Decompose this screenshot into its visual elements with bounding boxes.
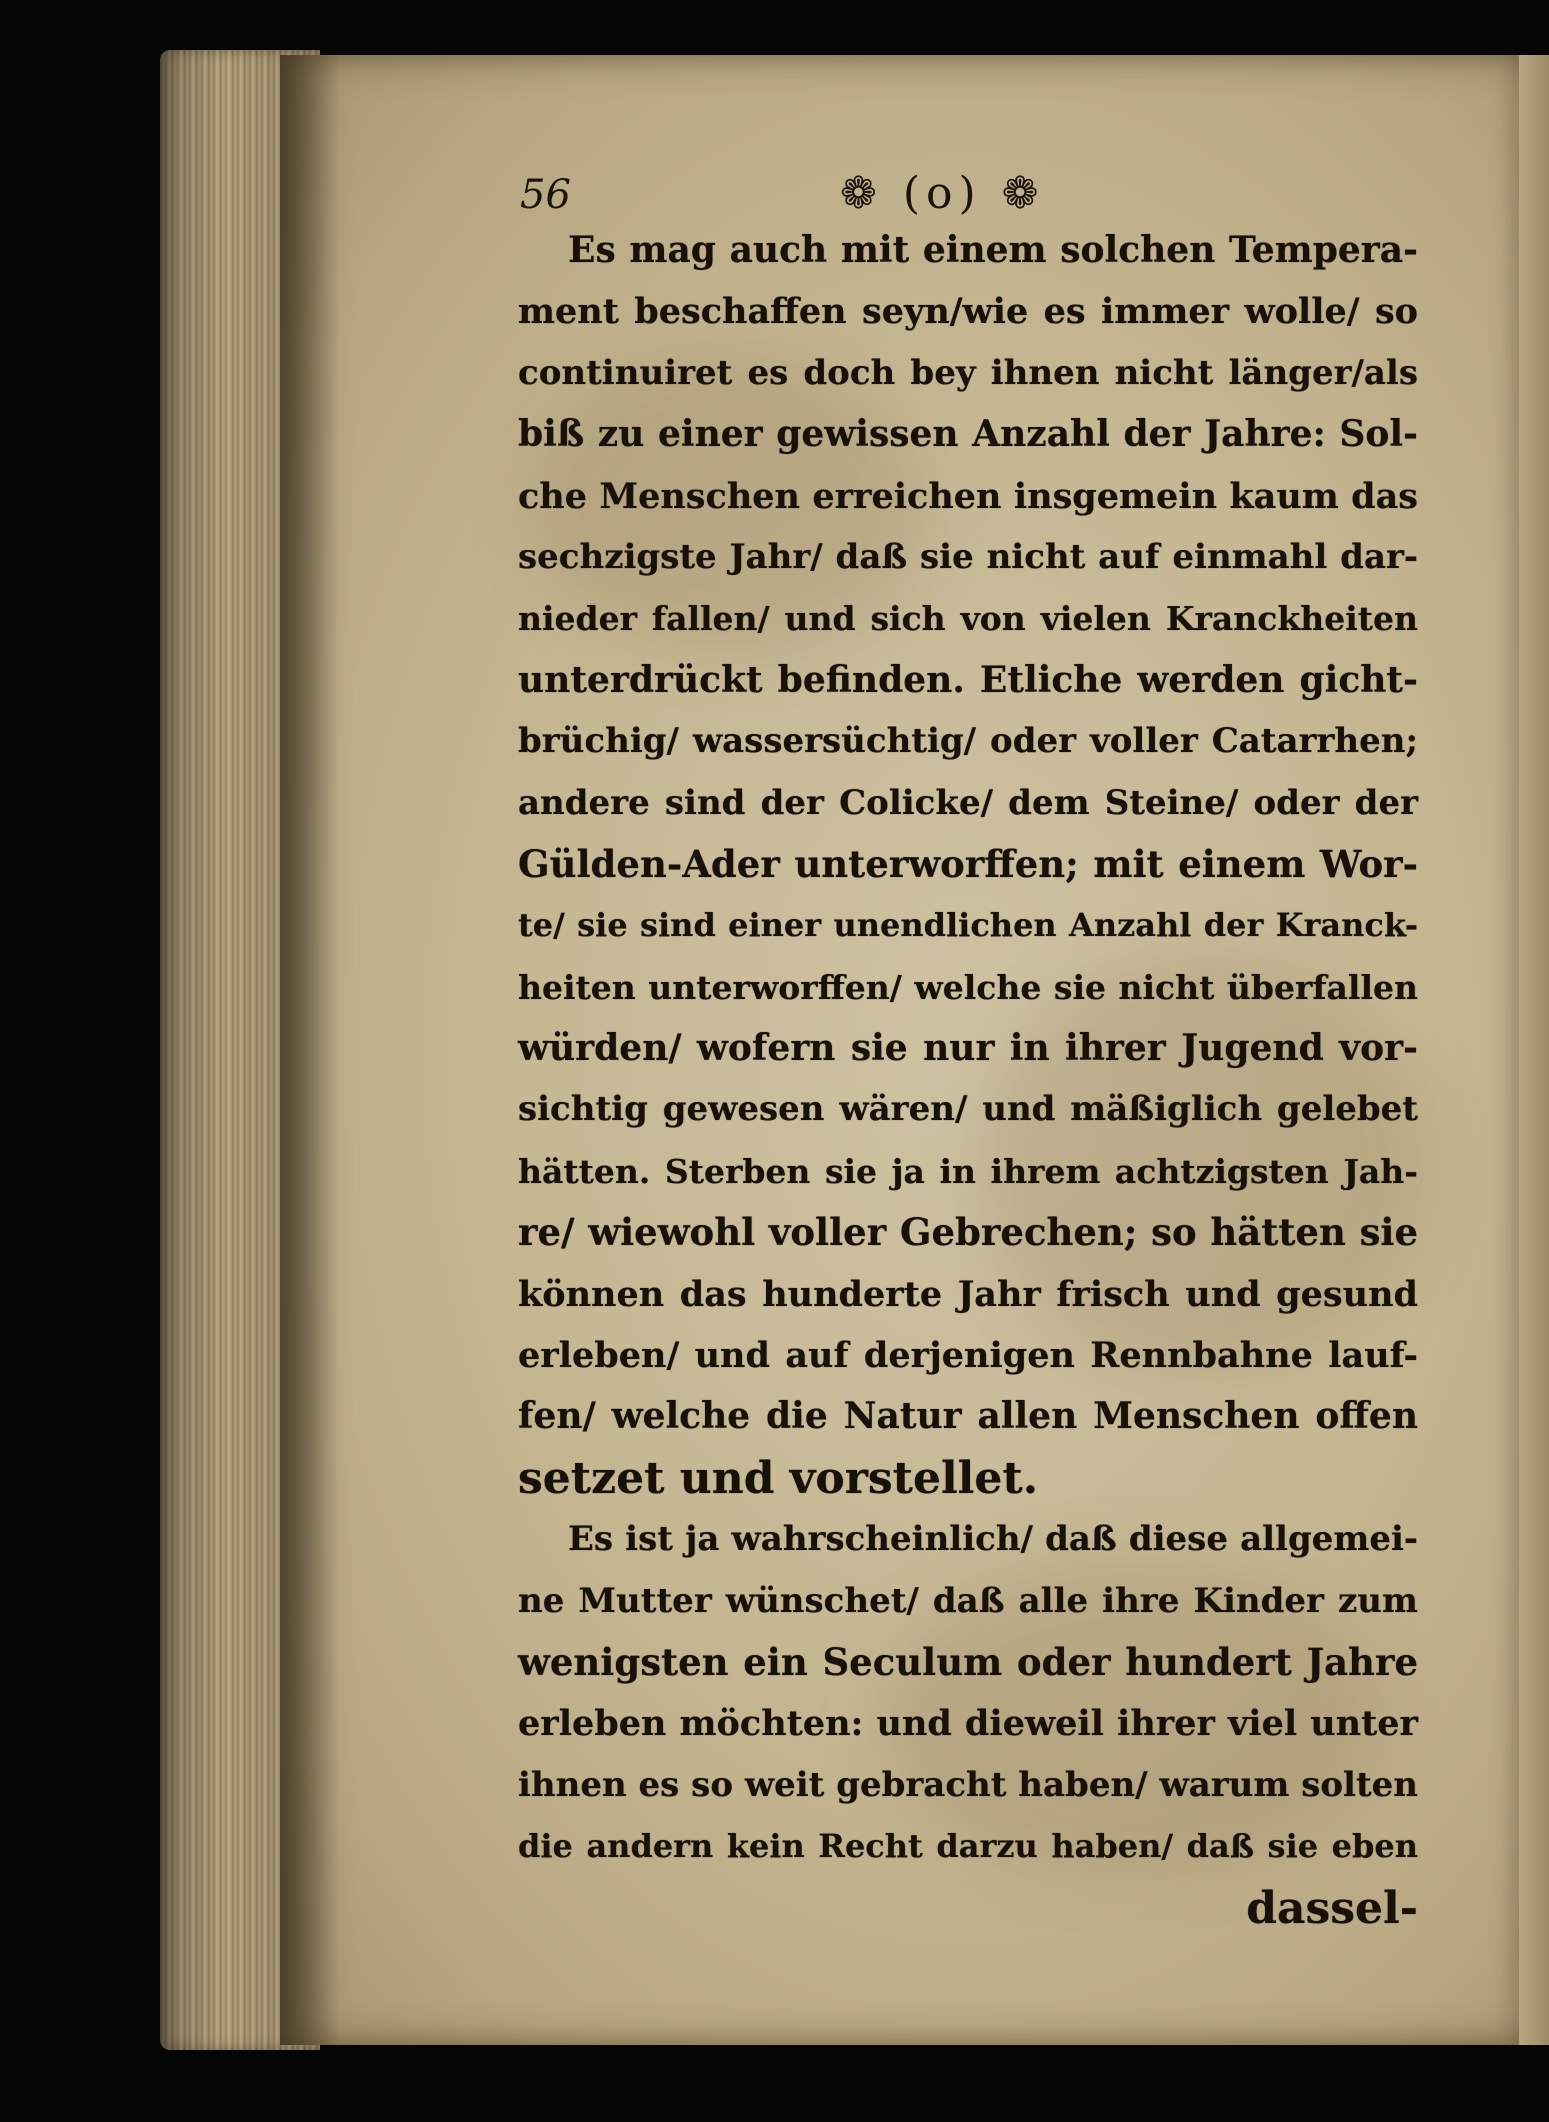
text-line: setzet und vorstellet.	[518, 1452, 1039, 1504]
text-line: brüchig/ wassersüchtig/ oder voller Catarrhen;	[518, 721, 1418, 762]
text-line: andere sind der Colicke/ dem Steine/ oder der	[518, 782, 1418, 823]
body-text	[518, 220, 1418, 1939]
text-line: fen/ welche die Natur allen Menschen offen	[518, 1395, 1418, 1438]
text-line: die andern kein Recht darzu haben/ daß sie eben	[518, 1827, 1418, 1866]
page-right-edge	[1519, 55, 1549, 2045]
text-line: Es mag auch mit einem solchen Tempera-	[568, 229, 1418, 271]
text-line: unterdrückt befinden. Etliche werden gicht-	[518, 658, 1418, 701]
text-line: erleben möchten: und dieweil ihrer viel unter	[518, 1703, 1418, 1745]
text-line: ihnen es so weit gebracht haben/ warum solten	[518, 1764, 1418, 1805]
text-line: erleben/ und auf derjenigen Rennbahne lauf-	[518, 1335, 1418, 1377]
text-line: te/ sie sind einer unendlichen Anzahl der Kranck-	[518, 906, 1418, 945]
text-line: ment beschaffen seyn/wie es immer wolle/ so	[518, 291, 1418, 333]
text-line: sichtig gewesen wären/ und mäßiglich gelebet	[518, 1089, 1418, 1130]
text-line: re/ wiewohl voller Gebrechen; so hätten sie	[518, 1210, 1418, 1255]
text-line: ne Mutter wünschet/ daß alle ihre Kinder zum	[518, 1580, 1418, 1621]
text-line: würden/ wofern sie nur in ihrer Jugend vor-	[518, 1027, 1418, 1070]
text-line: heiten unterworffen/ welche sie nicht überfallen	[518, 967, 1418, 1007]
text-line: sechzigste Jahr/ daß sie nicht auf einmahl dar-	[518, 536, 1418, 577]
text-line: können das hunderte Jahr frisch und gesund	[518, 1273, 1418, 1315]
text-line: continuiret es doch bey ihnen nicht länger/als	[518, 352, 1418, 393]
text-line: nieder fallen/ und sich von vielen Kranckheiten	[518, 599, 1418, 639]
catchword: dassel-	[1246, 1882, 1418, 1934]
text-line: Es ist ja wahrscheinlich/ daß diese allgemei-	[568, 1519, 1418, 1560]
gutter-shadow	[280, 55, 340, 2045]
page-number: 56	[520, 172, 571, 218]
text-line: Gülden-Ader unterworffen; mit einem Wor-	[518, 841, 1418, 886]
text-line: hätten. Sterben sie ja in ihrem achtzigsten Jah-	[518, 1151, 1418, 1191]
text-line: che Menschen erreichen insgemein kaum das	[518, 475, 1418, 517]
text-line: wenigsten ein Seculum oder hundert Jahre	[518, 1639, 1418, 1684]
header-ornament: ❁ (o) ❁	[840, 168, 1045, 219]
text-line: biß zu einer gewissen Anzahl der Jahre: Sol-	[518, 413, 1418, 456]
